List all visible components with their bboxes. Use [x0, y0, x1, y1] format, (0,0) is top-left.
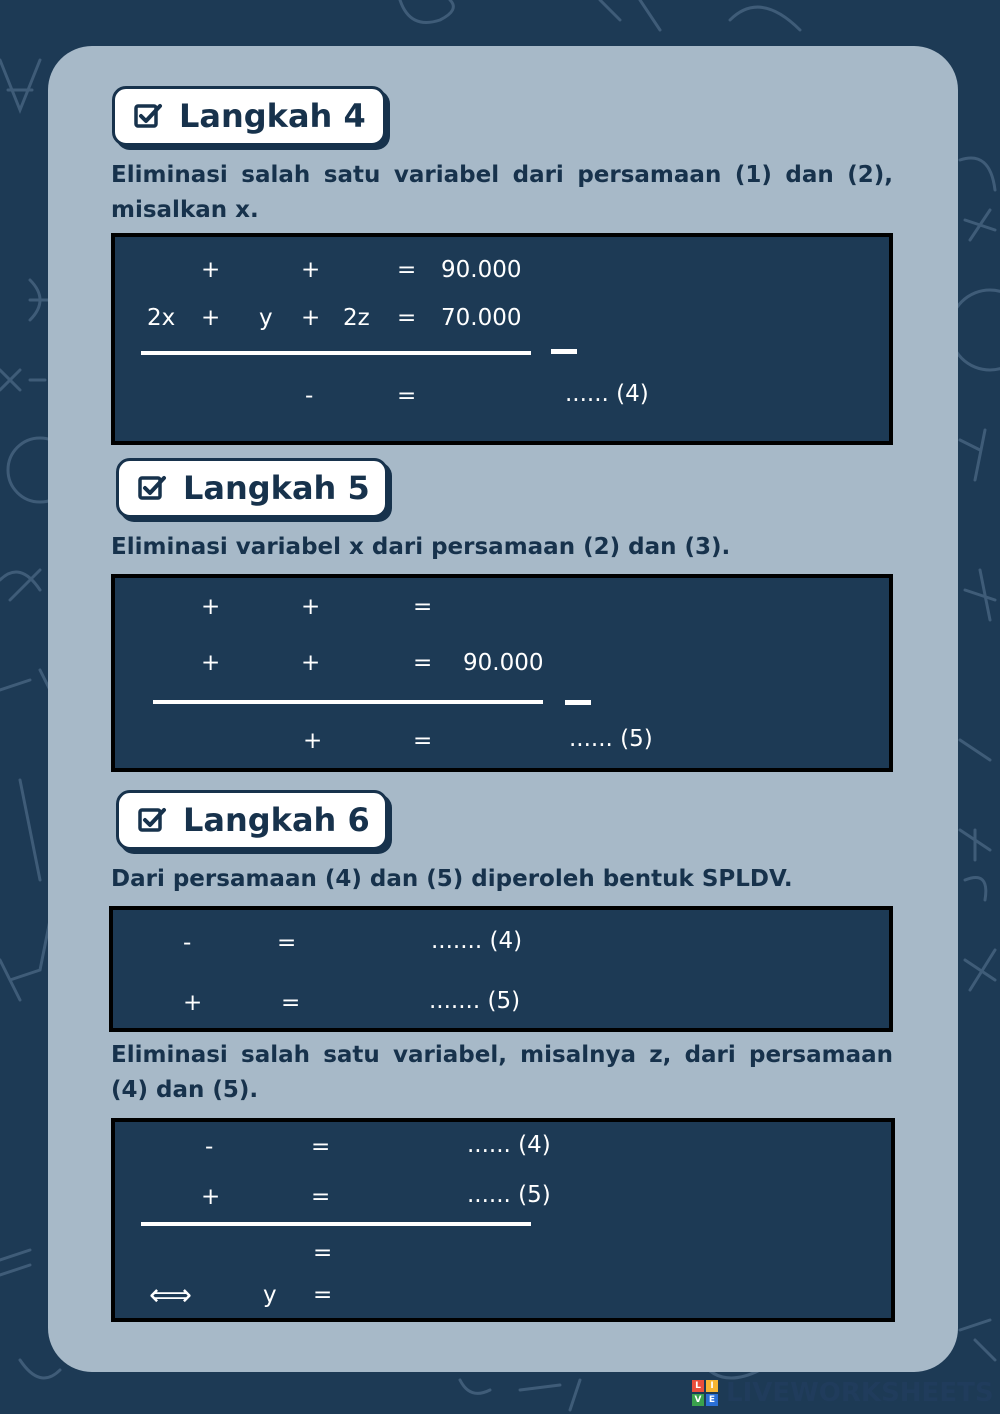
plus-sign: +	[201, 305, 221, 331]
minus-sign: -	[183, 930, 192, 956]
step-5-instruction: Eliminasi variabel x dari persamaan (2) dan (3).	[111, 534, 731, 560]
step-4-instruction: Eliminasi salah satu variabel dari persamaan (1) dan (2), misalkan x.	[111, 162, 893, 223]
equation-label-4: ...... (4)	[467, 1132, 551, 1158]
equals-sign: =	[397, 257, 417, 283]
equals-sign: =	[413, 594, 433, 620]
equals-sign: =	[313, 1282, 333, 1308]
equation-label-5: ....... (5)	[429, 988, 521, 1014]
step-5-workspace	[111, 574, 893, 772]
logo-mark: L I V E	[692, 1380, 718, 1406]
term-y: y	[263, 1282, 277, 1308]
constant-value: 70.000	[441, 305, 522, 331]
subtraction-line	[153, 700, 543, 704]
step-6-title: Langkah 6	[183, 801, 370, 839]
equals-sign: =	[311, 1184, 331, 1210]
step-4-workspace	[111, 233, 893, 445]
equation-label-5: ...... (5)	[467, 1182, 551, 1208]
step-6-elimination-workspace	[111, 1118, 895, 1322]
checkbox-checked-icon	[133, 101, 163, 131]
constant-value: 90.000	[463, 650, 544, 676]
step-4-title: Langkah 4	[179, 97, 366, 135]
plus-sign: +	[201, 650, 221, 676]
equals-sign: =	[277, 930, 297, 956]
checkbox-checked-icon	[137, 473, 167, 503]
plus-sign: +	[303, 728, 323, 754]
term-2z: 2z	[343, 305, 370, 331]
spldv-system-box	[109, 906, 893, 1032]
subtraction-operator	[551, 349, 577, 354]
equals-sign: =	[413, 650, 433, 676]
liveworksheets-logo	[692, 1378, 994, 1408]
equals-sign: =	[413, 728, 433, 754]
equals-sign: =	[281, 990, 301, 1016]
term-y: y	[259, 305, 273, 331]
step-6-elimination-instruction: Eliminasi salah satu variabel, misalnya z, dari persamaan (4) dan (5).	[111, 1042, 893, 1103]
equals-sign: =	[397, 383, 417, 409]
subtraction-line	[141, 351, 531, 355]
plus-sign: +	[301, 305, 321, 331]
plus-sign: +	[301, 594, 321, 620]
constant-value: 90.000	[441, 257, 522, 283]
plus-sign: +	[301, 257, 321, 283]
equals-sign: =	[397, 305, 417, 331]
equals-sign: =	[311, 1134, 331, 1160]
step-6-instruction: Dari persamaan (4) dan (5) diperoleh bentuk SPLDV.	[111, 866, 793, 892]
minus-sign: -	[305, 383, 314, 409]
logo-wordmark: LIVEWORKSHEETS	[726, 1378, 994, 1408]
addition-line	[141, 1222, 531, 1226]
step-5-title: Langkah 5	[183, 469, 370, 507]
plus-sign: +	[301, 650, 321, 676]
subtraction-operator	[565, 700, 591, 705]
equation-label-4: ....... (4)	[431, 928, 523, 954]
plus-sign: +	[201, 594, 221, 620]
plus-sign: +	[201, 257, 221, 283]
minus-sign: -	[205, 1134, 214, 1160]
equals-sign: =	[313, 1240, 333, 1266]
equation-label-5: ...... (5)	[569, 726, 653, 752]
step-4-heading	[112, 86, 386, 146]
term-2x: 2x	[147, 305, 176, 331]
step-5-heading	[116, 458, 388, 518]
equivalence-arrow-icon: ⟺	[149, 1278, 193, 1313]
plus-sign: +	[201, 1184, 221, 1210]
checkbox-checked-icon	[137, 805, 167, 835]
plus-sign: +	[183, 990, 203, 1016]
equation-label-4: ...... (4)	[565, 381, 649, 407]
step-6-heading	[116, 790, 388, 850]
